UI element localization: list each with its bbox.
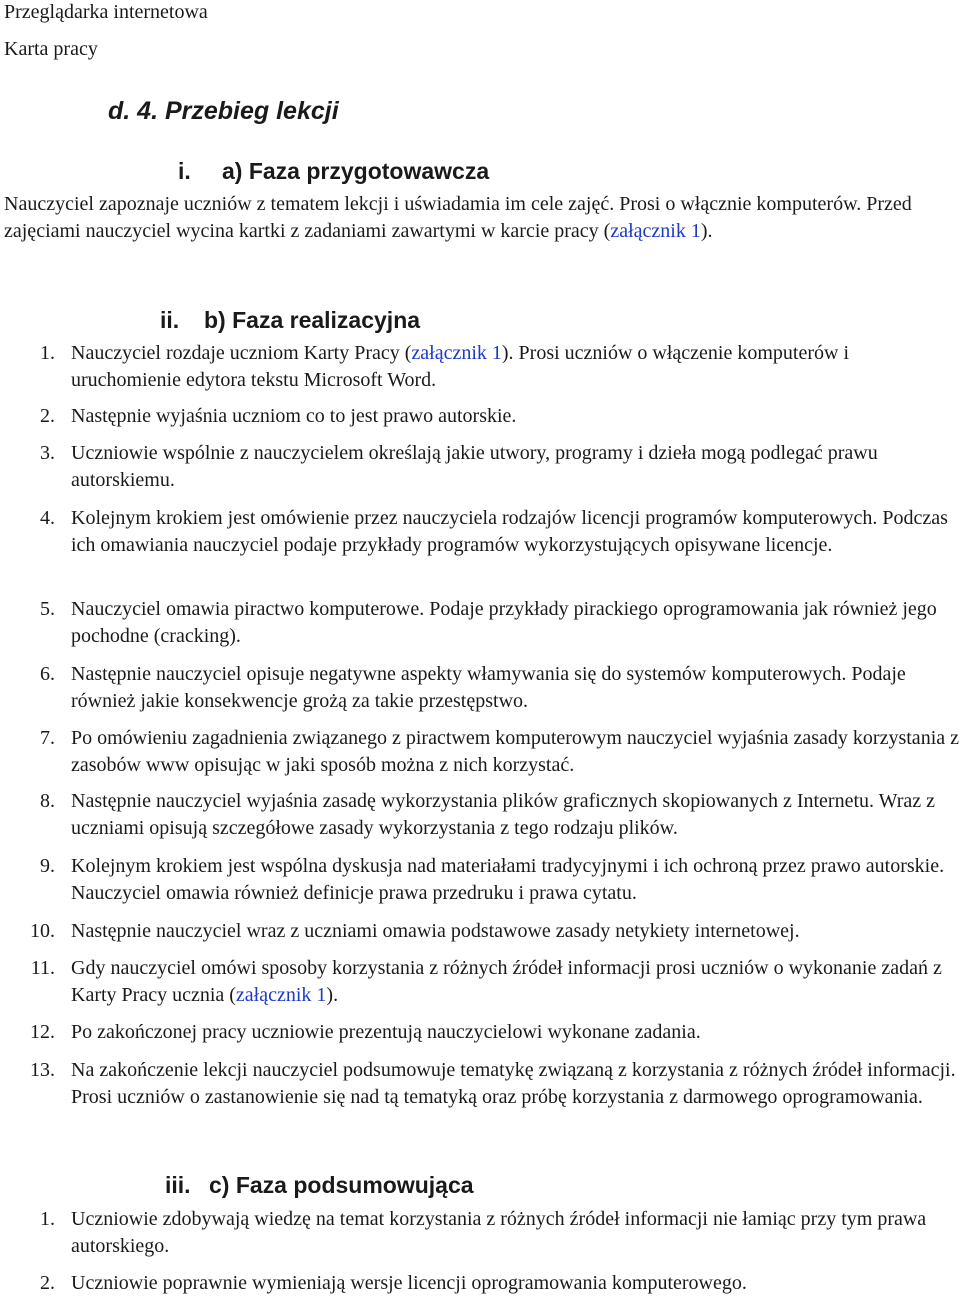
phase-b-numeral: ii. xyxy=(160,307,180,333)
phase-c-heading xyxy=(165,1171,474,1199)
phase-a-intro: Nauczyciel zapoznaje uczniów z tematem lekcji i uświadamia im cele zajęć. Prosi o włącznie komputerów. Przed zajęciami nauczyciel wycina kartki z zadaniami zawartymi w karcie pracy (załącznik 1). xyxy=(4,193,912,242)
list-item-text: Uczniowie zdobywają wiedzę na temat korzystania z różnych źródeł informacji nie łamiąc przy tym prawa autorskiego. xyxy=(71,1208,927,1257)
list-item-number: 11. xyxy=(30,957,55,979)
list-item-text: Nauczyciel omawia piractwo komputerowe. Podaje przykłady pirackiego oprogramowania jak również jego pochodne (cracking). xyxy=(71,598,937,647)
list-item-text: Po omówieniu zagadnienia związanego z piractwem komputerowym nauczyciel wyjaśnia zasady korzystania z zasobów www opisując w jaki sposób można z nich korzystać. xyxy=(71,727,959,776)
attachment-link[interactable]: załącznik 1 xyxy=(610,219,701,242)
phase-b-heading xyxy=(160,306,420,334)
document-title: Przeglądarka internetowa xyxy=(4,1,208,23)
list-item-number: 2. xyxy=(40,405,55,427)
list-item-text: Uczniowie wspólnie z nauczycielem określają jakie utwory, programy i dzieła mogą podlegać prawu autorskiemu. xyxy=(71,442,878,491)
phase-a-numeral: i. xyxy=(178,158,191,184)
list-item-number: 5. xyxy=(40,598,55,620)
list-item-number: 7. xyxy=(40,727,55,749)
list-item-number: 9. xyxy=(40,855,55,877)
attachment-link[interactable]: załącznik 1 xyxy=(235,983,327,1006)
list-item-number: 3. xyxy=(40,442,55,464)
attachment-link[interactable]: załącznik 1 xyxy=(411,342,502,364)
list-item-number: 12. xyxy=(30,1021,55,1043)
document-subtitle: Karta pracy xyxy=(4,38,98,60)
list-item-text: Kolejnym krokiem jest wspólna dyskusja nad materiałami tradycyjnymi i ich ochroną przez prawo autorskie. Nauczyciel omawia również definicje prawa przedruku i prawa cytatu. xyxy=(71,855,945,904)
phase-c-numeral: iii. xyxy=(165,1172,191,1198)
phase-c-title: c) Faza podsumowująca xyxy=(209,1172,474,1198)
list-item-text: Następnie nauczyciel opisuje negatywne aspekty włamywania się do systemów komputerowych. Podaje również jakie konsekwencje grożą za takie przestępstwo. xyxy=(71,663,906,712)
phase-a-title: a) Faza przygotowawcza xyxy=(222,158,490,184)
list-item-number: 2. xyxy=(40,1272,55,1294)
list-item-text: Po zakończonej pracy uczniowie prezentują nauczycielowi wykonane zadania. xyxy=(71,1021,701,1043)
list-item-text: Gdy nauczyciel omówi sposoby korzystania z różnych źródeł informacji prosi uczniów o wykonanie zadań z Karty Pracy ucznia (załącznik 1). xyxy=(71,957,942,1006)
list-item-text: Uczniowie poprawnie wymieniają wersje licencji oprogramowania komputerowego. xyxy=(71,1272,747,1294)
phase-a-heading xyxy=(178,157,489,185)
list-item-number: 6. xyxy=(40,663,55,685)
list-item-number: 8. xyxy=(40,790,55,812)
list-item-number: 10. xyxy=(30,920,55,942)
list-item-number: 4. xyxy=(40,507,55,529)
list-item-text: Nauczyciel rozdaje uczniom Karty Pracy (załącznik 1). Prosi uczniów o włączenie komputerów i uruchomienie edytora tekstu Microsoft Word. xyxy=(71,342,850,391)
list-item-text: Na zakończenie lekcji nauczyciel podsumowuje tematykę związaną z korzystania z różnych źródeł informacji. Prosi uczniów o zastanowienie się nad tą tematyką oraz próbę korzystania z darmowego oprogramowania. xyxy=(71,1059,956,1108)
list-item-number: 13. xyxy=(30,1059,55,1081)
list-item-text: Kolejnym krokiem jest omówienie przez nauczyciela rodzajów licencji programów komputerowych. Podczas ich omawiania nauczyciel podaje przykłady programów wykorzystujących opisywane licencje. xyxy=(71,507,948,556)
list-item-number: 1. xyxy=(40,1208,55,1230)
section-heading: d. 4. Przebieg lekcji xyxy=(108,97,339,125)
list-item-text: Następnie nauczyciel wyjaśnia zasadę wykorzystania plików graficznych skopiowanych z Internetu. Wraz z uczniami opisują szczegółowe zasady wykorzystania z tego rodzaju plików. xyxy=(71,790,936,839)
list-item-text: Następnie wyjaśnia uczniom co to jest prawo autorskie. xyxy=(71,405,517,427)
list-item-text: Następnie nauczyciel wraz z uczniami omawia podstawowe zasady netykiety internetowej. xyxy=(71,920,800,942)
phase-b-title: b) Faza realizacyjna xyxy=(204,307,421,333)
list-item-number: 1. xyxy=(40,342,55,364)
